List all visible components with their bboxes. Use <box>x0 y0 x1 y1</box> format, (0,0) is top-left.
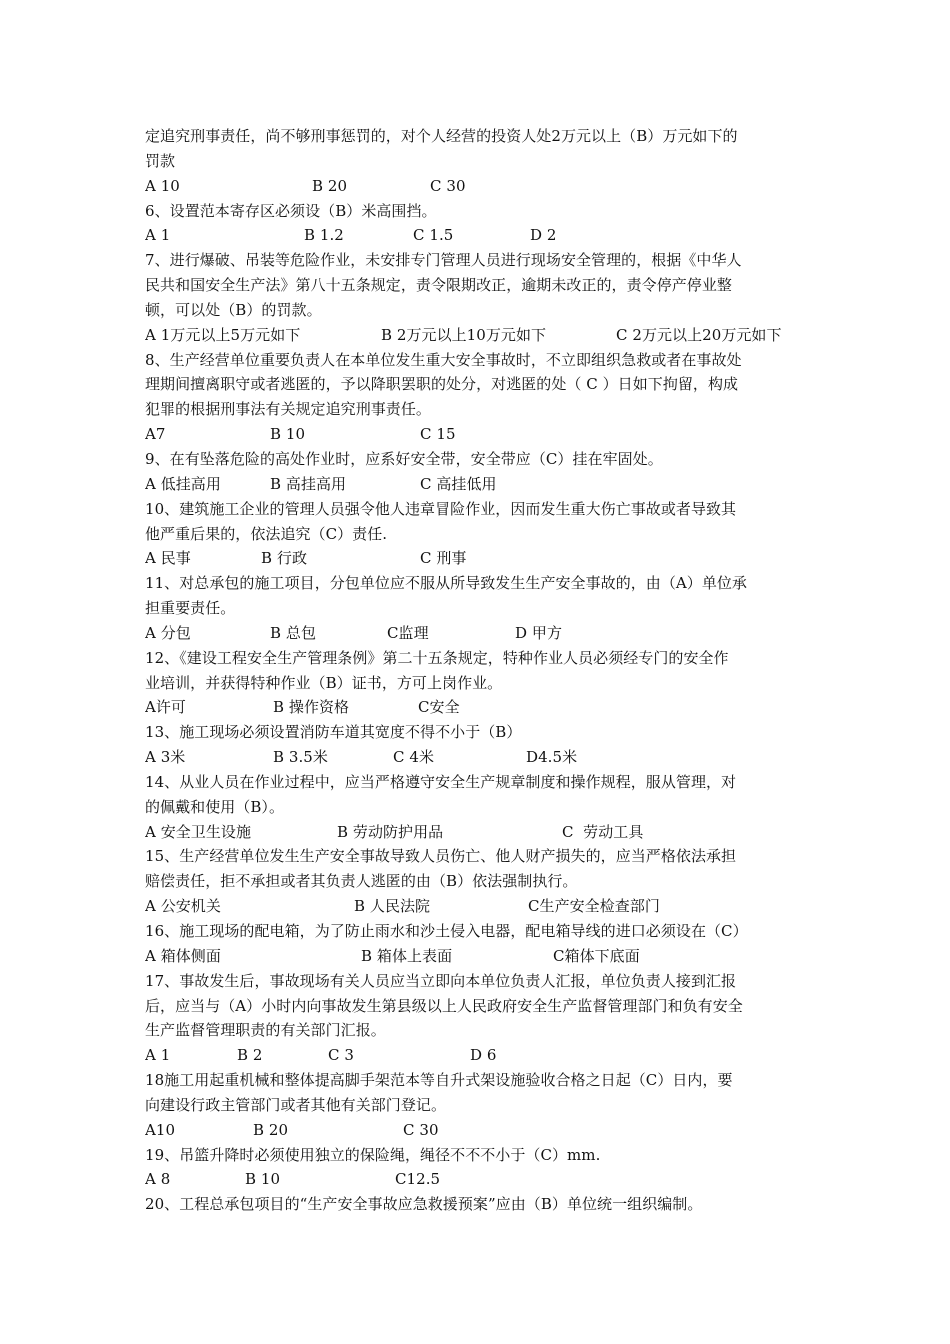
option-row <box>145 1118 810 1143</box>
option: C 30 <box>403 1120 439 1139</box>
option: B 1.2 <box>304 226 344 245</box>
question-line: 9、在有坠落危险的高处作业时，应系好安全带，安全带应（C）挂在牢固处。 <box>145 449 663 468</box>
option-row <box>145 944 810 969</box>
text-line: 他严重后果的，依法追究（C）责任. <box>145 524 388 543</box>
option: C 4米 <box>393 748 434 767</box>
option: A 民事 <box>145 549 191 568</box>
option: C 刑事 <box>420 549 467 568</box>
option: C 劳动工具 <box>562 822 644 841</box>
option: B 2 <box>237 1046 263 1065</box>
option: A7 <box>145 425 166 444</box>
option-row <box>145 1043 810 1068</box>
option: A 10 <box>145 176 180 195</box>
text-line: 犯罪的根据刑事法有关规定追究刑事责任。 <box>145 400 431 419</box>
option-row <box>145 422 810 447</box>
text-line: 后，应当与（A）小时内向事故发生第县级以上人民政府安全生产监督管理部门和负有安全 <box>145 996 743 1015</box>
option-row <box>145 472 810 497</box>
option: C 30 <box>430 176 466 195</box>
option: C监理 <box>387 623 429 642</box>
question-line: 13、施工现场必须设置消防车道其宽度不得不小于（B） <box>145 723 522 742</box>
text-line: 顿，可以处（B）的罚款。 <box>145 300 322 319</box>
question-line: 14、从业人员在作业过程中，应当严格遵守安全生产规章制度和操作规程，服从管理，对 <box>145 772 737 791</box>
option: A 1万元以上5万元如下 <box>145 325 301 344</box>
question-line: 16、施工现场的配电箱，为了防止雨水和沙土侵入电器，配电箱导线的进口必须设在（C） <box>145 922 748 940</box>
question-line: 11、对总承包的施工项目，分包单位应不服从所导致发生生产安全事故的，由（A）单位承 <box>145 574 747 593</box>
option: C 15 <box>420 425 456 444</box>
question-line: 15、生产经营单位发生生产安全事故导致人员伤亡、他人财产损失的，应当严格依法承担 <box>145 847 737 866</box>
option-row <box>145 1167 810 1192</box>
question-line: 12、《建设工程安全生产管理条例》第二十五条规定，特种作业人员必须经专门的安全作 <box>145 648 729 667</box>
option: B 操作资格 <box>273 698 350 717</box>
text-line: 定追究刑事责任，尚不够刑事惩罚的，对个人经营的投资人处2万元以上（B）万元如下的 <box>145 127 738 145</box>
option: C箱体下底面 <box>553 946 640 965</box>
option: C 2万元以上20万元如下 <box>616 325 782 344</box>
text-line: 赔偿责任，拒不承担或者其负责人逃匿的由（B）依法强制执行。 <box>145 872 578 891</box>
option-row <box>145 894 810 919</box>
option-row <box>145 174 810 199</box>
option: A 1 <box>145 226 171 245</box>
option: A 安全卫生设施 <box>145 822 252 841</box>
option: B 行政 <box>261 549 307 568</box>
option: A 箱体侧面 <box>145 946 221 965</box>
text-line: 理期间擅离职守或者逃匿的，予以降职罢职的处分，对逃匿的处（ C ）日如下拘留，构成 <box>145 375 739 394</box>
option-row <box>145 745 810 770</box>
option: B 10 <box>270 425 306 444</box>
text-line: 的佩戴和使用（B）。 <box>145 797 285 816</box>
option: C生产安全检查部门 <box>528 897 660 916</box>
option: B 10 <box>245 1170 281 1189</box>
option: C12.5 <box>395 1170 441 1189</box>
question-line: 7、进行爆破、吊装等危险作业，未安排专门管理人员进行现场安全管理的，根据《中华人 <box>145 251 742 270</box>
option: A 8 <box>145 1170 171 1189</box>
option: D4.5米 <box>526 748 578 767</box>
text-line: 担重要责任。 <box>145 599 236 618</box>
option: B 3.5米 <box>273 748 328 767</box>
option: D 6 <box>470 1046 497 1065</box>
option: A 公安机关 <box>145 897 221 916</box>
option: B 20 <box>312 176 348 195</box>
option-row <box>145 695 810 720</box>
option: D 2 <box>530 226 557 245</box>
text-line: 生产监督管理职责的有关部门汇报。 <box>145 1021 386 1040</box>
option: D 甲方 <box>515 623 562 642</box>
option: B 劳动防护用品 <box>337 822 444 841</box>
text-line: 业培训，并获得特种作业（B）证书，方可上岗作业。 <box>145 673 503 692</box>
option: B 人民法院 <box>354 897 431 916</box>
option: B 总包 <box>270 623 316 642</box>
option: B 高挂高用 <box>270 474 347 493</box>
option: C安全 <box>418 698 460 717</box>
option: B 20 <box>253 1120 289 1139</box>
option: B 2万元以上10万元如下 <box>381 325 547 344</box>
option-row <box>145 546 810 571</box>
question-line: 18施工用起重机械和整体提高脚手架范本等自升式架设施验收合格之日起（C）日内，要 <box>145 1071 733 1090</box>
text-line: 罚款 <box>145 151 176 170</box>
option-row <box>145 223 810 248</box>
option: A 1 <box>145 1046 171 1065</box>
option-row <box>145 621 810 646</box>
option: A10 <box>145 1120 176 1139</box>
option: C 3 <box>328 1046 354 1065</box>
question-line: 10、建筑施工企业的管理人员强令他人违章冒险作业，因而发生重大伤亡事故或者导致其 <box>145 499 737 518</box>
option-row <box>145 820 810 845</box>
document-body <box>145 124 810 1217</box>
question-line: 20、工程总承包项目的“生产安全事故应急救援预案”应由（B）单位统一组织编制。 <box>145 1195 703 1214</box>
question-line: 6、设置范本寄存区必须设（B）米高围挡。 <box>145 201 437 220</box>
option: C 1.5 <box>413 226 454 245</box>
option-row <box>145 323 810 348</box>
text-line: 民共和国安全生产法》第八十五条规定，责令限期改正，逾期未改正的，责令停产停业整 <box>145 276 732 295</box>
option: C 高挂低用 <box>420 474 497 493</box>
option: A 分包 <box>145 623 191 642</box>
text-line: 向建设行政主管部门或者其他有关部门登记。 <box>145 1095 447 1114</box>
option: B 箱体上表面 <box>361 946 453 965</box>
option: A 3米 <box>145 748 186 767</box>
question-line: 19、吊篮升降时必须使用独立的保险绳，绳径不不不小于（C）mm. <box>145 1145 601 1164</box>
option: A 低挂高用 <box>145 474 221 493</box>
question-line: 17、事故发生后，事故现场有关人员应当立即向本单位负责人汇报，单位负责人接到汇报 <box>145 971 737 990</box>
question-line: 8、生产经营单位重要负责人在本单位发生重大安全事故时，不立即组织急救或者在事故处 <box>145 350 742 369</box>
option: A许可 <box>145 698 186 717</box>
